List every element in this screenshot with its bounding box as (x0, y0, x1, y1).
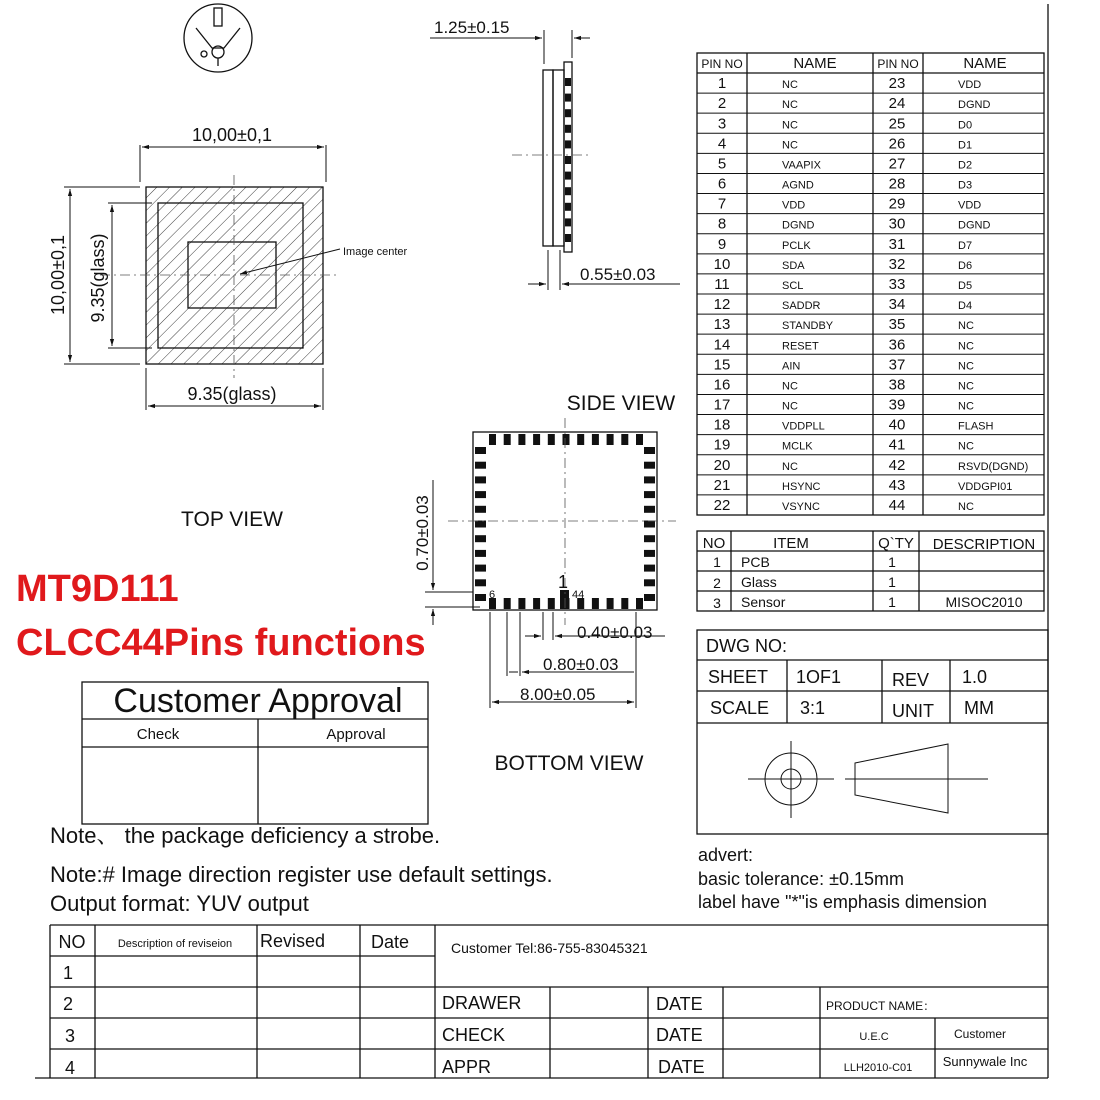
unit-label: UNIT (892, 701, 934, 721)
bottom-pad-left (475, 462, 486, 469)
pin-table-cell: 26 (888, 135, 906, 153)
advert-tolerance: basic tolerance: ±0.15mm (698, 869, 904, 889)
bottom-pad-top (489, 434, 496, 445)
pin-table-cell: FLASH (958, 420, 994, 433)
pin-table-cell: VDDPLL (782, 420, 825, 433)
bom-row-2-item: Glass (741, 574, 777, 590)
pin-table-cell: 28 (888, 175, 906, 193)
bottom-pad-left (475, 535, 486, 542)
pin-table-cell: 9 (717, 235, 727, 253)
check-label: CHECK (442, 1025, 506, 1045)
pin-table-cell: D0 (958, 119, 973, 132)
bottom-pad-top (607, 434, 614, 445)
pin-table-cell: D4 (958, 300, 973, 313)
bottom-pad-right (644, 447, 655, 454)
side-pad (565, 125, 571, 133)
bom-row-1-item: PCB (741, 554, 770, 570)
pin-table (697, 53, 1044, 515)
pin-table-cell: 30 (888, 215, 906, 233)
side-pad (565, 94, 571, 102)
side-pad (565, 109, 571, 117)
sheet-label: SHEET (708, 667, 769, 687)
rev-header-no: NO (58, 932, 86, 952)
pin-table-cell: NC (782, 99, 798, 112)
bottom-pad-bottom (592, 598, 599, 609)
pin-table-cell: 7 (717, 195, 727, 213)
note-3: Output format: YUV output (50, 891, 309, 916)
pin-table-cell: NC (782, 79, 798, 92)
pin-table-cell: 18 (713, 416, 731, 434)
bottom-pad-left (475, 594, 486, 601)
pin-table-cell: 37 (888, 356, 906, 374)
advert-title: advert: (698, 845, 754, 865)
bottom-pad-left (475, 565, 486, 572)
pin-table-cell: 10 (713, 255, 731, 273)
logo-icon (184, 4, 252, 72)
bom-row-3-item: Sensor (741, 594, 786, 610)
pin-1-label: 1 (558, 572, 569, 592)
date-label-3: DATE (658, 1057, 705, 1077)
rev-label: REV (892, 670, 930, 690)
pin-table-cell: 29 (888, 195, 906, 213)
rev-header-description: Description of reviseion (117, 938, 233, 950)
pin-table-cell: NC (958, 400, 974, 413)
pin-table-cell: NC (782, 119, 798, 132)
side-pad (565, 203, 571, 211)
bottom-pad-top (577, 434, 584, 445)
pin-table-cell: D1 (958, 139, 973, 152)
bottom-dim-pitch: 0.80±0.03 (543, 655, 619, 674)
pin-table-cell: 35 (888, 316, 906, 334)
drawer-label: DRAWER (442, 993, 522, 1013)
pin-table-cell: 21 (713, 476, 731, 494)
pin-table-cell: 33 (888, 276, 906, 293)
pin-table-cell: 34 (888, 296, 906, 314)
bom-row-3-description: MISOC2010 (945, 594, 1023, 610)
pin-table-cell: DGND (958, 99, 991, 112)
bom-header-qty: Q`TY (878, 535, 914, 552)
bottom-pad-left (475, 491, 486, 498)
pin-table-cell: AIN (782, 360, 801, 373)
appr-label: APPR (442, 1057, 492, 1077)
pin-table-cell: 42 (888, 456, 906, 474)
bottom-pad-top (504, 434, 511, 445)
rev-header-revised: Revised (260, 931, 326, 951)
scale-value: 3:1 (800, 698, 826, 718)
customer-tel: Customer Tel:86-755-83045321 (451, 940, 648, 956)
bom-row-2-qty: 1 (888, 574, 896, 590)
pin-table-cell: 31 (888, 235, 906, 253)
pin-table-header: PIN NO (701, 57, 743, 71)
bottom-pad-right (644, 491, 655, 498)
title-package: CLCC44Pins functions (16, 622, 426, 664)
unit-value: MM (964, 698, 994, 718)
approval-title: Customer Approval (113, 682, 403, 720)
rev-row-4: 4 (64, 1058, 76, 1078)
bottom-pad-bottom (636, 598, 643, 609)
pin-table-cell: D7 (958, 239, 973, 252)
bottom-pad-top (533, 434, 540, 445)
pin-table-cell: DGND (782, 219, 815, 232)
pin-table-header: NAME (963, 55, 1007, 72)
pin-table-header: PIN NO (877, 57, 919, 71)
pin-table-cell: 13 (713, 316, 731, 334)
bom-row-1-qty: 1 (888, 554, 896, 570)
bottom-pad-left (475, 579, 486, 586)
pin-table-cell: 40 (888, 416, 906, 434)
side-pad (565, 156, 571, 164)
pin-table-cell: VDD (958, 79, 982, 92)
pin-table-cell: 24 (888, 95, 906, 113)
pin-table-cell: 4 (717, 135, 727, 153)
bottom-pad-right (644, 550, 655, 557)
date-label-2: DATE (656, 1025, 703, 1045)
pin-table-cell: D3 (958, 179, 973, 192)
side-pad (565, 140, 571, 148)
pin-table-cell: VDD (782, 199, 806, 212)
pin-table-cell: 2 (717, 95, 727, 113)
bottom-pad-bottom (607, 598, 614, 609)
title-part-number: MT9D111 (16, 568, 179, 610)
customer-label: Customer (953, 1027, 1007, 1041)
bottom-pad-top (636, 434, 643, 445)
bottom-pad-right (644, 594, 655, 601)
bottom-pad-left (475, 447, 486, 454)
pin-table-cell: NC (958, 320, 974, 333)
pin-table-cell: MCLK (782, 440, 813, 453)
bom-row-2-no: 2 (713, 575, 721, 591)
bottom-dim-span: 8.00±0.05 (520, 685, 596, 704)
rev-row-2: 2 (62, 994, 74, 1014)
advert-emphasis: label have "*"is emphasis dimension (698, 892, 987, 912)
bottom-pad-bottom (518, 598, 525, 609)
pin-table-cell: VAAPIX (782, 159, 821, 172)
pin-table-cell: NC (958, 440, 974, 453)
pin-table-cell: VSYNC (782, 501, 820, 513)
side-pad (565, 78, 571, 86)
bottom-pad-right (644, 506, 655, 513)
bom-header-description: DESCRIPTION (932, 536, 1036, 553)
pin-table-cell: NC (782, 139, 798, 152)
bottom-pad-right (644, 579, 655, 586)
projection-symbol-icon (748, 741, 988, 818)
bottom-pad-right (644, 462, 655, 469)
pin-table-cell: NC (958, 380, 974, 393)
pin-table-cell: NC (782, 460, 798, 473)
pin-table-cell: 41 (888, 436, 906, 454)
top-dim-width: 10,00±0,1 (192, 125, 272, 145)
pin-table-cell: 8 (717, 215, 727, 233)
pin-table-cell: VDD (958, 199, 982, 212)
bottom-pad-top (548, 434, 555, 445)
side-pad (565, 234, 571, 242)
side-view-label: SIDE VIEW (566, 392, 676, 415)
scale-label: SCALE (710, 698, 770, 718)
bottom-pad-right (644, 521, 655, 528)
bottom-pad-top (621, 434, 628, 445)
pin-table-cell: NC (782, 400, 798, 413)
side-pad (565, 187, 571, 195)
pin-table-cell: 44 (888, 497, 906, 514)
pin-1-pad (560, 590, 569, 609)
pin-table-cell: 11 (714, 276, 730, 293)
bom-row-3-qty: 1 (888, 594, 896, 610)
uec-label: U.E.C (859, 1031, 889, 1043)
bom-header-item: ITEM (773, 535, 809, 552)
pin-table-cell: 19 (713, 436, 731, 454)
side-view (430, 30, 680, 290)
pin-table-cell: D5 (958, 280, 973, 292)
pin-table-cell: 27 (888, 155, 906, 173)
side-pad (565, 218, 571, 226)
dwg-block (697, 630, 1048, 834)
approval-approval-header: Approval (326, 726, 386, 743)
pin-table-cell: 5 (717, 155, 727, 173)
bottom-pad-bottom (621, 598, 628, 609)
pin-table-cell: SADDR (782, 300, 821, 313)
pin-table-cell: 23 (888, 75, 906, 93)
top-view-label: TOP VIEW (181, 508, 283, 531)
pin-table-cell: PCLK (782, 239, 811, 252)
pin-table-cell: 15 (713, 356, 731, 374)
bottom-dim-pad: 0.40±0.03 (577, 623, 653, 642)
pin-table-cell: STANDBY (782, 320, 834, 333)
product-name-label: PRODUCT NAME： (826, 999, 936, 1013)
side-pad (565, 172, 571, 180)
bom-row-3-no: 3 (713, 595, 721, 611)
bottom-pad-bottom (548, 598, 555, 609)
note-2: Note:# Image direction register use default settings. (50, 862, 553, 887)
pin-table-cell: 36 (888, 336, 906, 354)
rev-value: 1.0 (962, 667, 988, 687)
part-number-label: LLH2010-C01 (843, 1062, 913, 1074)
pin-table-cell: 25 (888, 115, 906, 133)
bottom-pad-left (475, 476, 486, 483)
pin-table-cell: D2 (958, 159, 973, 172)
bom-row-1-no: 1 (713, 554, 721, 570)
pin-table-cell: NC (782, 380, 798, 393)
side-dim-glass: 0.55±0.03 (580, 265, 656, 284)
bottom-pad-left (475, 506, 486, 513)
pin-table-cell: VDDGPI01 (958, 480, 1013, 493)
pin-table-cell: HSYNC (782, 480, 821, 493)
pin-6-label: 6 (489, 589, 496, 601)
bottom-view-label: BOTTOM VIEW (494, 752, 644, 775)
approval-check-header: Check (136, 726, 180, 743)
rev-header-date: Date (370, 932, 410, 952)
bom-header-no: NO (702, 535, 726, 552)
pin-table-cell: RSVD(DGND) (958, 460, 1029, 473)
pin-table-cell: 22 (713, 497, 731, 514)
bottom-pad-bottom (504, 598, 511, 609)
note-1: Note、 the package deficiency a strobe. (50, 823, 441, 848)
pin-44-label: 44 (572, 589, 585, 601)
pin-table-header: NAME (793, 55, 837, 72)
top-dim-height: 10,00±0,1 (48, 235, 68, 315)
bottom-pad-right (644, 535, 655, 542)
pin-table-cell: 32 (888, 255, 906, 273)
pin-table-cell: 16 (713, 376, 731, 394)
pin-table-cell: 20 (713, 456, 731, 474)
pin-table-cell: NC (958, 501, 974, 513)
pin-table-cell: DGND (958, 219, 991, 232)
date-label-1: DATE (656, 994, 703, 1014)
top-glass-height: 9.35(glass) (88, 233, 108, 323)
pin-table-cell: D6 (958, 259, 973, 272)
pin-table-cell: 39 (888, 396, 906, 414)
pin-table-cell: 6 (717, 175, 727, 193)
pin-table-cell: RESET (782, 340, 819, 353)
bottom-pad-left (475, 521, 486, 528)
pin-table-cell: 12 (713, 296, 731, 314)
bottom-pad-top (563, 434, 570, 445)
rev-row-3: 3 (64, 1026, 76, 1046)
image-center-label: Image center (343, 246, 408, 258)
pin-table-cell: 1 (717, 75, 727, 93)
pin-table-cell: SCL (782, 280, 804, 292)
bottom-pad-top (592, 434, 599, 445)
pin-table-cell: AGND (782, 179, 814, 192)
sheet-value: 1OF1 (796, 667, 842, 687)
side-dim-thickness: 1.25±0.15 (434, 18, 510, 37)
bottom-pad-bottom (533, 598, 540, 609)
bottom-dim-height: 0.70±0.03 (413, 495, 432, 571)
dwg-no-label: DWG NO: (706, 636, 787, 656)
pin-table-cell: SDA (782, 259, 805, 272)
pin-table-cell: 38 (888, 376, 906, 394)
top-glass-width: 9.35(glass) (187, 384, 277, 404)
pin-table-cell: NC (958, 360, 974, 373)
bottom-pad-left (475, 550, 486, 557)
bottom-pad-right (644, 476, 655, 483)
pin-table-cell: 14 (713, 336, 731, 354)
pin-table-cell: 43 (888, 476, 906, 494)
bottom-pad-top (518, 434, 525, 445)
bottom-pad-right (644, 565, 655, 572)
pin-table-cell: NC (958, 340, 974, 353)
rev-row-1: 1 (62, 963, 74, 983)
pin-table-cell: 3 (717, 115, 727, 133)
company-label: Sunnywale Inc (942, 1054, 1028, 1069)
pin-table-cell: 17 (713, 396, 731, 414)
